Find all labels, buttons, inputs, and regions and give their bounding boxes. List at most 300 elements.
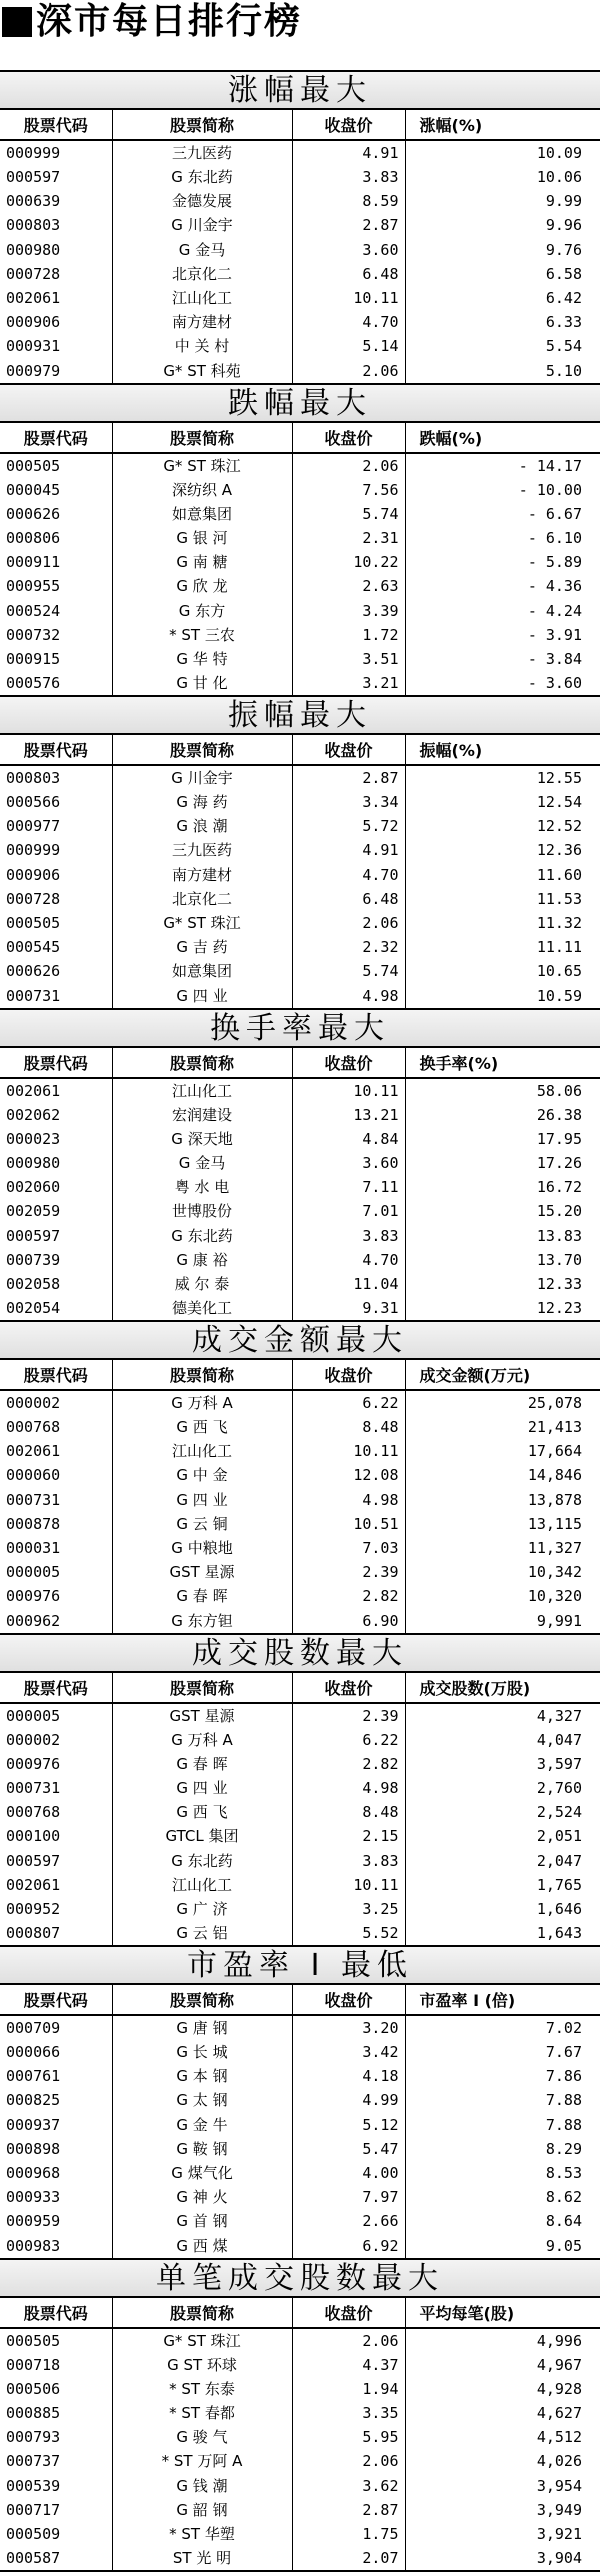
table-row	[0, 838, 600, 862]
stock-name: 宏润建设	[112, 1103, 292, 1127]
stock-name: G 金马	[112, 238, 292, 262]
stock-code: 000768	[0, 1415, 112, 1439]
column-header: 股票简称	[112, 2298, 292, 2328]
stock-name: 深纺织 A	[112, 478, 292, 502]
stock-code: 000976	[0, 1584, 112, 1608]
metric-value: 4,627	[405, 2401, 600, 2425]
stock-name: G 骏 气	[112, 2425, 292, 2449]
close-price: 10.11	[292, 1439, 405, 1463]
column-header: 换手率(%)	[405, 1048, 600, 1078]
metric-value: 1,765	[405, 1873, 600, 1897]
metric-value: 5.10	[405, 359, 600, 384]
stock-code: 000545	[0, 935, 112, 959]
close-price: 8.48	[292, 1800, 405, 1824]
stock-code: 000915	[0, 647, 112, 671]
close-price: 3.62	[292, 2473, 405, 2497]
close-price: 2.66	[292, 2209, 405, 2233]
stock-code: 002061	[0, 1873, 112, 1897]
stock-name: G 中 金	[112, 1463, 292, 1487]
column-header: 股票代码	[0, 423, 112, 453]
stock-code: 000505	[0, 453, 112, 478]
table-row	[0, 2185, 600, 2209]
stock-name: G 首 钢	[112, 2209, 292, 2233]
stock-name: 世博股份	[112, 1199, 292, 1223]
table-row	[0, 1752, 600, 1776]
metric-value: 1,646	[405, 1897, 600, 1921]
close-price: 3.25	[292, 1897, 405, 1921]
metric-value: 8.64	[405, 2209, 600, 2233]
metric-value: 7.88	[405, 2113, 600, 2137]
stock-name: G 南 糖	[112, 550, 292, 574]
ranking-section	[0, 697, 600, 1010]
stock-code: 000911	[0, 550, 112, 574]
metric-value: 13,115	[405, 1512, 600, 1536]
stock-name: * ST 三农	[112, 623, 292, 647]
page-title-text: 深市每日排行榜	[36, 2, 302, 42]
table-row	[0, 2209, 600, 2233]
section-title: 振幅最大	[0, 697, 600, 735]
metric-value: 3,921	[405, 2522, 600, 2546]
table-header-row	[0, 1048, 600, 1078]
stock-name: G 川金宇	[112, 765, 292, 790]
section-title: 成交股数最大	[0, 1635, 600, 1673]
metric-value: 9.96	[405, 213, 600, 237]
metric-value: 3,949	[405, 2498, 600, 2522]
stock-name: G 煤气化	[112, 2161, 292, 2185]
metric-value: - 10.00	[405, 478, 600, 502]
table-row	[0, 623, 600, 647]
close-price: 13.21	[292, 1103, 405, 1127]
close-price: 2.39	[292, 1560, 405, 1584]
metric-value: 10,320	[405, 1584, 600, 1608]
table-row	[0, 1103, 600, 1127]
metric-value: 5.54	[405, 334, 600, 358]
metric-value: 11.32	[405, 911, 600, 935]
metric-value: 2,051	[405, 1824, 600, 1848]
stock-code: 000977	[0, 814, 112, 838]
table-row	[0, 526, 600, 550]
stock-code: 000060	[0, 1463, 112, 1487]
stock-code: 000999	[0, 140, 112, 165]
table-row	[0, 2377, 600, 2401]
ranking-section	[0, 385, 600, 698]
close-price: 10.11	[292, 286, 405, 310]
close-price: 2.06	[292, 359, 405, 384]
metric-value: 7.67	[405, 2040, 600, 2064]
column-header: 股票代码	[0, 2298, 112, 2328]
stock-name: * ST 春都	[112, 2401, 292, 2425]
title-block-icon	[2, 7, 32, 37]
column-header: 收盘价	[292, 1048, 405, 1078]
stock-code: 000807	[0, 1921, 112, 1946]
close-price: 2.32	[292, 935, 405, 959]
close-price: 3.35	[292, 2401, 405, 2425]
close-price: 3.83	[292, 1223, 405, 1247]
metric-value: 11.53	[405, 887, 600, 911]
table-row	[0, 790, 600, 814]
column-header: 股票简称	[112, 110, 292, 140]
metric-value: 3,954	[405, 2473, 600, 2497]
metric-value: 7.86	[405, 2064, 600, 2088]
stock-code: 000731	[0, 984, 112, 1009]
metric-value: 4,327	[405, 1703, 600, 1728]
stock-code: 002061	[0, 286, 112, 310]
metric-value: 8.62	[405, 2185, 600, 2209]
table-header-row	[0, 2298, 600, 2328]
close-price: 5.95	[292, 2425, 405, 2449]
stock-code: 000732	[0, 623, 112, 647]
close-price: 2.82	[292, 1584, 405, 1608]
stock-name: G 华 特	[112, 647, 292, 671]
table-row	[0, 1248, 600, 1272]
stock-name: G 四 业	[112, 984, 292, 1009]
table-row	[0, 1584, 600, 1608]
stock-name: G 四 业	[112, 1776, 292, 1800]
table-row	[0, 1415, 600, 1439]
stock-name: 南方建材	[112, 310, 292, 334]
table-row	[0, 165, 600, 189]
table-row	[0, 671, 600, 696]
ranking-table	[0, 1360, 600, 1635]
table-row	[0, 2425, 600, 2449]
stock-name: G* ST 科苑	[112, 359, 292, 384]
table-row	[0, 334, 600, 358]
metric-value: 6.58	[405, 262, 600, 286]
table-row	[0, 1390, 600, 1415]
close-price: 4.84	[292, 1127, 405, 1151]
stock-code: 000066	[0, 2040, 112, 2064]
table-row	[0, 2161, 600, 2185]
stock-code: 000576	[0, 671, 112, 696]
metric-value: 12.52	[405, 814, 600, 838]
metric-value: - 3.91	[405, 623, 600, 647]
ranking-section	[0, 1947, 600, 2260]
metric-value: 7.02	[405, 2015, 600, 2040]
ranking-table	[0, 1985, 600, 2260]
stock-code: 000731	[0, 1776, 112, 1800]
column-header: 股票代码	[0, 1360, 112, 1390]
table-row	[0, 2113, 600, 2137]
stock-code: 000955	[0, 574, 112, 598]
stock-code: 000717	[0, 2498, 112, 2522]
stock-code: 000505	[0, 2328, 112, 2353]
stock-code: 000506	[0, 2377, 112, 2401]
stock-code: 000005	[0, 1703, 112, 1728]
stock-code: 000906	[0, 863, 112, 887]
table-header-row	[0, 1673, 600, 1703]
close-price: 2.06	[292, 911, 405, 935]
metric-value: 9.05	[405, 2234, 600, 2259]
section-title: 市盈率 I 最低	[0, 1947, 600, 1985]
stock-name: 金德发展	[112, 189, 292, 213]
stock-code: 000539	[0, 2473, 112, 2497]
stock-code: 000639	[0, 189, 112, 213]
metric-value: 14,846	[405, 1463, 600, 1487]
stock-name: G 广 济	[112, 1897, 292, 1921]
stock-name: G* ST 珠江	[112, 911, 292, 935]
ranking-section	[0, 1635, 600, 1948]
table-header-row	[0, 1360, 600, 1390]
stock-name: G 东北药	[112, 1223, 292, 1247]
close-price: 3.21	[292, 671, 405, 696]
column-header: 股票简称	[112, 1360, 292, 1390]
metric-value: 3,904	[405, 2546, 600, 2571]
close-price: 2.07	[292, 2546, 405, 2571]
table-row	[0, 2522, 600, 2546]
page-title	[0, 0, 600, 44]
table-row	[0, 959, 600, 983]
stock-name: G 西 煤	[112, 2234, 292, 2259]
metric-value: 12.33	[405, 1272, 600, 1296]
close-price: 6.90	[292, 1609, 405, 1634]
stock-code: 000031	[0, 1536, 112, 1560]
close-price: 10.22	[292, 550, 405, 574]
column-header: 振幅(%)	[405, 735, 600, 765]
table-row	[0, 1848, 600, 1872]
close-price: 10.51	[292, 1512, 405, 1536]
metric-value: 4,026	[405, 2449, 600, 2473]
stock-name: GST 星源	[112, 1560, 292, 1584]
stock-name: G 金 牛	[112, 2113, 292, 2137]
stock-name: 三九医药	[112, 838, 292, 862]
close-price: 2.06	[292, 2328, 405, 2353]
close-price: 3.83	[292, 165, 405, 189]
stock-name: G 长 城	[112, 2040, 292, 2064]
close-price: 7.97	[292, 2185, 405, 2209]
column-header: 市盈率 I (倍)	[405, 1985, 600, 2015]
stock-name: 江山化工	[112, 1873, 292, 1897]
metric-value: 58.06	[405, 1078, 600, 1103]
close-price: 5.12	[292, 2113, 405, 2137]
ranking-table	[0, 2298, 600, 2572]
stock-code: 000952	[0, 1897, 112, 1921]
close-price: 2.31	[292, 526, 405, 550]
column-header: 股票代码	[0, 1048, 112, 1078]
metric-value: - 5.89	[405, 550, 600, 574]
table-row	[0, 1463, 600, 1487]
stock-name: 南方建材	[112, 863, 292, 887]
table-row	[0, 1127, 600, 1151]
close-price: 2.06	[292, 453, 405, 478]
stock-name: G* ST 珠江	[112, 453, 292, 478]
ranking-section	[0, 2260, 600, 2572]
table-row	[0, 550, 600, 574]
metric-value: 8.53	[405, 2161, 600, 2185]
stock-code: 000002	[0, 1390, 112, 1415]
close-price: 5.74	[292, 502, 405, 526]
stock-code: 000731	[0, 1488, 112, 1512]
stock-name: G 韶 钢	[112, 2498, 292, 2522]
stock-name: G 万科 A	[112, 1728, 292, 1752]
table-row	[0, 2040, 600, 2064]
stock-code: 000718	[0, 2353, 112, 2377]
stock-code: 000597	[0, 1223, 112, 1247]
stock-code: 000524	[0, 598, 112, 622]
close-price: 3.39	[292, 598, 405, 622]
stock-code: 000739	[0, 1248, 112, 1272]
table-row	[0, 863, 600, 887]
stock-name: G 东北药	[112, 1848, 292, 1872]
stock-code: 000597	[0, 165, 112, 189]
stock-code: 002058	[0, 1272, 112, 1296]
table-row	[0, 2498, 600, 2522]
column-header: 股票简称	[112, 1048, 292, 1078]
table-row	[0, 2015, 600, 2040]
table-row	[0, 647, 600, 671]
table-row	[0, 286, 600, 310]
stock-name: * ST 东泰	[112, 2377, 292, 2401]
metric-value: 7.88	[405, 2088, 600, 2112]
close-price: 7.11	[292, 1175, 405, 1199]
table-row	[0, 935, 600, 959]
table-row	[0, 1439, 600, 1463]
stock-code: 000980	[0, 1151, 112, 1175]
metric-value: 3,597	[405, 1752, 600, 1776]
metric-value: 2,760	[405, 1776, 600, 1800]
stock-name: G 中粮地	[112, 1536, 292, 1560]
close-price: 9.31	[292, 1296, 405, 1321]
stock-code: 000803	[0, 213, 112, 237]
stock-name: G 万科 A	[112, 1390, 292, 1415]
column-header: 跌幅(%)	[405, 423, 600, 453]
stock-name: G 银 河	[112, 526, 292, 550]
close-price: 4.91	[292, 838, 405, 862]
close-price: 2.82	[292, 1752, 405, 1776]
stock-name: 北京化二	[112, 887, 292, 911]
metric-value: 6.33	[405, 310, 600, 334]
stock-name: G 神 火	[112, 2185, 292, 2209]
stock-name: G 吉 药	[112, 935, 292, 959]
metric-value: 8.29	[405, 2137, 600, 2161]
stock-name: G 西 飞	[112, 1800, 292, 1824]
stock-code: 000968	[0, 2161, 112, 2185]
stock-name: 如意集团	[112, 502, 292, 526]
stock-name: 粤 水 电	[112, 1175, 292, 1199]
close-price: 5.74	[292, 959, 405, 983]
stock-name: G 海 药	[112, 790, 292, 814]
stock-name: G 浪 潮	[112, 814, 292, 838]
metric-value: 13.70	[405, 1248, 600, 1272]
table-row	[0, 598, 600, 622]
metric-value: - 6.67	[405, 502, 600, 526]
close-price: 2.87	[292, 765, 405, 790]
metric-value: 13.83	[405, 1223, 600, 1247]
metric-value: 2,047	[405, 1848, 600, 1872]
stock-name: GST 星源	[112, 1703, 292, 1728]
close-price: 2.39	[292, 1703, 405, 1728]
column-header: 成交股数(万股)	[405, 1673, 600, 1703]
stock-name: G* ST 珠江	[112, 2328, 292, 2353]
table-row	[0, 574, 600, 598]
stock-code: 000885	[0, 2401, 112, 2425]
ranking-section	[0, 1010, 600, 1323]
stock-name: 北京化二	[112, 262, 292, 286]
section-title: 跌幅最大	[0, 385, 600, 423]
stock-name: G 西 飞	[112, 1415, 292, 1439]
close-price: 3.60	[292, 238, 405, 262]
stock-code: 000906	[0, 310, 112, 334]
close-price: 10.11	[292, 1078, 405, 1103]
column-header: 股票简称	[112, 735, 292, 765]
table-row	[0, 310, 600, 334]
ranking-table	[0, 735, 600, 1010]
metric-value: 12.36	[405, 838, 600, 862]
table-row	[0, 2064, 600, 2088]
table-row	[0, 213, 600, 237]
metric-value: 4,512	[405, 2425, 600, 2449]
metric-value: 10.65	[405, 959, 600, 983]
column-header: 股票代码	[0, 110, 112, 140]
close-price: 6.22	[292, 1390, 405, 1415]
stock-code: 000793	[0, 2425, 112, 2449]
close-price: 4.99	[292, 2088, 405, 2112]
close-price: 6.48	[292, 262, 405, 286]
table-row	[0, 1800, 600, 1824]
stock-code: 000933	[0, 2185, 112, 2209]
table-header-row	[0, 1985, 600, 2015]
table-row	[0, 2449, 600, 2473]
metric-value: 26.38	[405, 1103, 600, 1127]
table-row	[0, 478, 600, 502]
metric-value: - 3.84	[405, 647, 600, 671]
metric-value: - 4.24	[405, 598, 600, 622]
table-row	[0, 1776, 600, 1800]
close-price: 4.00	[292, 2161, 405, 2185]
table-row	[0, 140, 600, 165]
metric-value: 2,524	[405, 1800, 600, 1824]
stock-name: 中 关 村	[112, 334, 292, 358]
table-row	[0, 1272, 600, 1296]
column-header: 收盘价	[292, 1985, 405, 2015]
stock-code: 000937	[0, 2113, 112, 2137]
table-row	[0, 262, 600, 286]
stock-name: G 甘 化	[112, 671, 292, 696]
stock-name: G 太 钢	[112, 2088, 292, 2112]
column-header: 收盘价	[292, 2298, 405, 2328]
table-row	[0, 502, 600, 526]
stock-code: 000045	[0, 478, 112, 502]
stock-name: 如意集团	[112, 959, 292, 983]
close-price: 7.03	[292, 1536, 405, 1560]
column-header: 股票代码	[0, 1985, 112, 2015]
stock-code: 002060	[0, 1175, 112, 1199]
table-row	[0, 1536, 600, 1560]
stock-code: 000626	[0, 502, 112, 526]
column-header: 成交金额(万元)	[405, 1360, 600, 1390]
close-price: 12.08	[292, 1463, 405, 1487]
close-price: 5.72	[292, 814, 405, 838]
stock-code: 000737	[0, 2449, 112, 2473]
rankings-container	[0, 70, 600, 2572]
stock-code: 000626	[0, 959, 112, 983]
stock-name: 德美化工	[112, 1296, 292, 1321]
stock-name: 江山化工	[112, 1439, 292, 1463]
stock-code: 000962	[0, 1609, 112, 1634]
table-row	[0, 1703, 600, 1728]
metric-value: 1,643	[405, 1921, 600, 1946]
stock-name: GTCL 集团	[112, 1824, 292, 1848]
metric-value: 12.55	[405, 765, 600, 790]
close-price: 4.91	[292, 140, 405, 165]
table-row	[0, 2473, 600, 2497]
close-price: 2.15	[292, 1824, 405, 1848]
column-header: 股票代码	[0, 735, 112, 765]
stock-code: 000728	[0, 262, 112, 286]
table-row	[0, 1921, 600, 1946]
stock-code: 000587	[0, 2546, 112, 2571]
stock-code: 002059	[0, 1199, 112, 1223]
close-price: 4.70	[292, 1248, 405, 1272]
